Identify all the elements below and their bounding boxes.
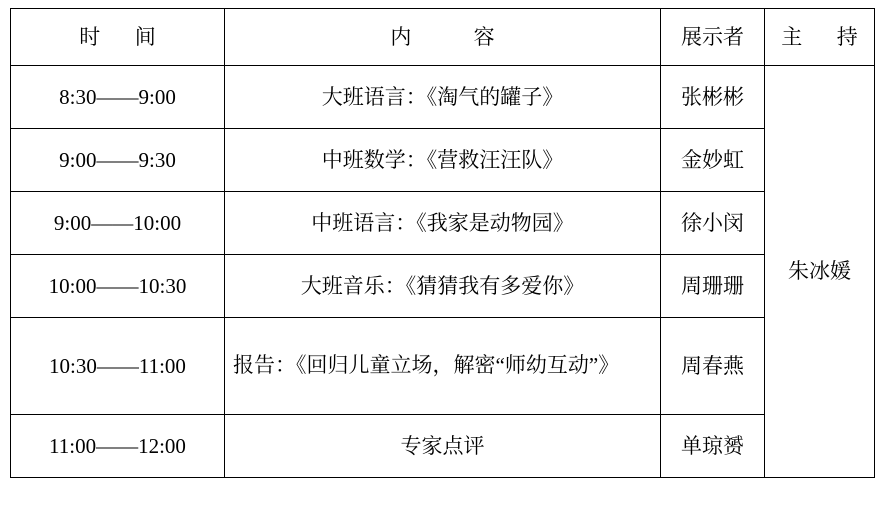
- table-header: [11, 9, 875, 66]
- table-row: [11, 415, 875, 478]
- table-row: [11, 129, 875, 192]
- column-header-presenter: 展示者: [661, 9, 765, 66]
- table-row: [11, 255, 875, 318]
- table-body: [11, 66, 875, 478]
- cell-time: 10:30——11:00: [11, 318, 225, 415]
- cell-time: 9:00——9:30: [11, 129, 225, 192]
- cell-time: 11:00——12:00: [11, 415, 225, 478]
- cell-content: 专家点评: [225, 415, 661, 478]
- table-row: [11, 66, 875, 129]
- column-header-host: 主 持: [765, 9, 875, 66]
- cell-presenter: 金妙虹: [661, 129, 765, 192]
- cell-host: 朱冰媛: [765, 66, 875, 478]
- cell-content: 大班语言：《淘气的罐子》: [225, 66, 661, 129]
- column-header-time: 时 间: [11, 9, 225, 66]
- cell-content: 报告：《回归儿童立场，解密“师幼互动”》: [225, 318, 661, 415]
- cell-presenter: 徐小闵: [661, 192, 765, 255]
- cell-time: 8:30——9:00: [11, 66, 225, 129]
- cell-presenter: 单琼赟: [661, 415, 765, 478]
- column-header-content: 内 容: [225, 9, 661, 66]
- table-row: [11, 318, 875, 415]
- cell-content: 中班数学：《营救汪汪队》: [225, 129, 661, 192]
- cell-presenter: 周珊珊: [661, 255, 765, 318]
- schedule-table: [10, 8, 875, 478]
- table-header-row: [11, 9, 875, 66]
- cell-presenter: 周春燕: [661, 318, 765, 415]
- cell-content: 大班音乐：《猜猜我有多爱你》: [225, 255, 661, 318]
- cell-presenter: 张彬彬: [661, 66, 765, 129]
- cell-time: 9:00——10:00: [11, 192, 225, 255]
- cell-time: 10:00——10:30: [11, 255, 225, 318]
- cell-content: 中班语言：《我家是动物园》: [225, 192, 661, 255]
- table-row: [11, 192, 875, 255]
